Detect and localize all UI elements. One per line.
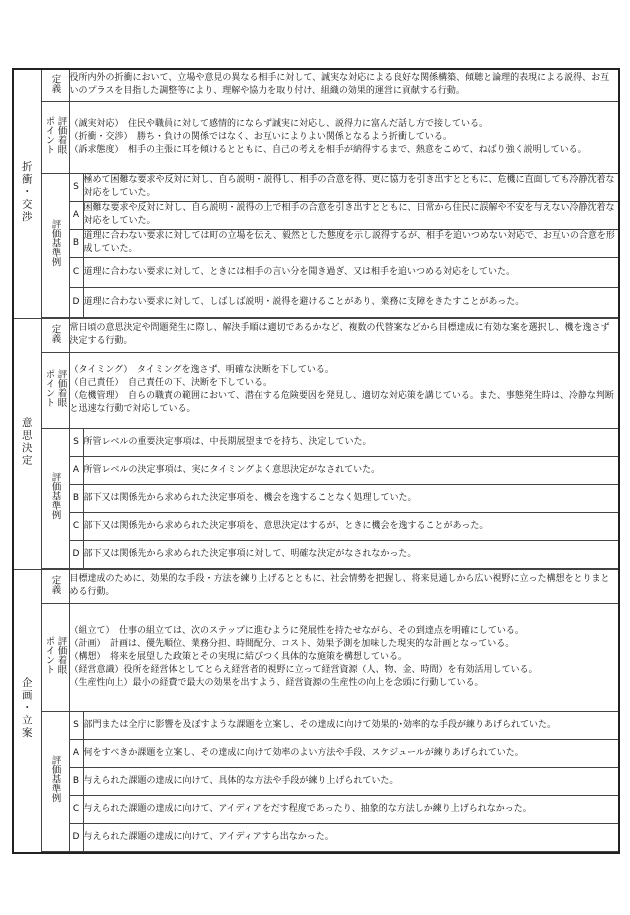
criteria-label: 評価基準例 xyxy=(49,755,61,803)
grade-text: 与えられた課題の達成に向けて、具体的な方法や手段が練り上げられていた。 xyxy=(83,767,619,795)
points-label-cell xyxy=(41,101,69,173)
category-cell xyxy=(13,318,41,569)
definition-label: 定義 xyxy=(49,323,61,343)
grade-letter: S xyxy=(69,711,83,739)
grade-letter: S xyxy=(69,428,83,456)
definition-text: 目標達成のために、効果的な手段・方法を練り上げるとともに、社会情勢を把握し、将来見通しから広い視野に立った構想をとりまとめる行動。 xyxy=(69,569,619,603)
definition-label-cell xyxy=(41,69,69,101)
points-text xyxy=(69,603,619,711)
grade-letter: C xyxy=(69,795,83,823)
section-3-points-row xyxy=(13,603,619,711)
point-line: （組立て） 仕事の組立ては、次のステップに進むように発展性を持たせながら、その到達点を明確にしている。 xyxy=(69,625,524,636)
grade-text: 与えられた課題の達成に向けて、アイディアすら出なかった。 xyxy=(83,823,619,851)
grade-text: 与えられた課題の達成に向けて、アイディアをだす程度であったり、抽象的な方法しか練り上げられなかった。 xyxy=(83,795,619,823)
category-cell xyxy=(13,69,41,318)
grade-row xyxy=(13,287,619,317)
category-label: 企画・立案 xyxy=(20,677,33,740)
grade-letter: A xyxy=(69,456,83,484)
grade-text: 困難な要求や反対に対し、自ら説明・説得の上で相手の合意を引き出すとともに、日常から住民に誤解や不安を与えない冷静沈着な対応をしていた。 xyxy=(83,201,619,229)
grade-letter: C xyxy=(69,257,83,287)
grade-letter: B xyxy=(69,767,83,795)
evaluation-table xyxy=(12,68,620,854)
grade-letter: S xyxy=(69,173,83,201)
point-line: （計画） 計画は、優先順位、業務分担、時間配分、コスト、効果予測を加味した現実的な計画となっている。 xyxy=(69,638,515,649)
definition-label-cell xyxy=(41,569,69,603)
points-label-b: 評価着眼 xyxy=(55,116,67,154)
points-label-a: ポイント xyxy=(43,636,55,674)
grade-row xyxy=(13,173,619,201)
grade-text: 部下又は関係先から求められた決定事項を、意思決定はするが、ときに機会を逸することがあった。 xyxy=(83,512,619,540)
points-label-a: ポイント xyxy=(43,116,55,154)
grade-row xyxy=(13,257,619,287)
point-line: （経営意識）役所を経営体としてとらえ経営者的視野に立って経営資源（人、物、金、時間）を有効活用している。 xyxy=(69,664,538,675)
grade-text: 道理に合わない要求に対して、しばしば説明・説得を避けることがあり、業務に支障をきたすことがあった。 xyxy=(83,287,619,317)
grade-letter: B xyxy=(69,229,83,257)
point-line: （危機管理） 自らの職責の範囲において、潜在する危険要因を発見し、適切な対応策を講じている。また、事態発生時は、冷静な判断と迅速な行動で対応している。 xyxy=(69,391,614,414)
grade-text: 所管レベルの重要決定事項は、中長期展望までを持ち、決定していた。 xyxy=(83,428,619,456)
grade-letter: D xyxy=(69,823,83,851)
points-label-cell xyxy=(41,603,69,711)
grade-text: 何をすべきか課題を立案し、その達成に向けて効率のよい方法や手段、スケジュールが練りあげられていた。 xyxy=(83,739,619,767)
definition-label-cell xyxy=(41,318,69,352)
section-2-points-row xyxy=(13,352,619,428)
category-cell xyxy=(13,569,41,853)
definition-label: 定義 xyxy=(49,73,61,93)
grade-row xyxy=(13,201,619,229)
grade-letter: B xyxy=(69,484,83,512)
grade-row xyxy=(13,484,619,512)
grade-row xyxy=(13,823,619,851)
points-label-a: ポイント xyxy=(43,369,55,407)
points-label-b: 評価着眼 xyxy=(55,369,67,407)
grade-text: 道理に合わない要求に対して、ときには相手の言い分を聞き過ぎ、又は相手を追いつめる対応をしていた。 xyxy=(83,257,619,287)
grade-text: 部下又は関係先から求められた決定事項を、機会を逸することなく処理していた。 xyxy=(83,484,619,512)
section-1-points-row xyxy=(13,101,619,173)
section-1-definition-row xyxy=(13,69,619,101)
grade-text: 所管レベルの決定事項は、実にタイミングよく意思決定がなされていた。 xyxy=(83,456,619,484)
point-line: （生産性向上）最小の経費で最大の効果を出すよう、経営資源の生産性の向上を念頭に行動している。 xyxy=(69,677,484,688)
grade-row xyxy=(13,767,619,795)
section-2-definition-row xyxy=(13,318,619,352)
point-line: （構想） 将来を展望した政策とその実現に結びつく具体的な施策を構想している。 xyxy=(69,651,408,662)
grade-text: 道理に合わない要求に対しては町の立場を伝え、毅然とした態度を示し説得するが、相手を追いつめない対応で、お互いの合意を形成していた。 xyxy=(83,229,619,257)
section-3-definition-row xyxy=(13,569,619,603)
point-line: （自己責任） 自己責任の下、決断を下している。 xyxy=(69,378,273,388)
grade-text: 部門または全庁に影響を及ぼすような課題を立案し、その達成に向けて効果的･効率的な手段が練りあげられていた。 xyxy=(83,711,619,739)
grade-letter: D xyxy=(69,540,83,568)
point-line: （タイミング） タイミングを逸さず、明確な決断を下している。 xyxy=(69,365,334,375)
criteria-label: 評価基準例 xyxy=(49,219,61,267)
category-label: 折衝・交渉 xyxy=(20,160,33,223)
grade-row xyxy=(13,456,619,484)
points-text xyxy=(69,352,619,428)
grade-row xyxy=(13,711,619,739)
grade-row xyxy=(13,229,619,257)
grade-letter: C xyxy=(69,512,83,540)
points-text xyxy=(69,101,619,173)
grade-letter: A xyxy=(69,201,83,229)
points-label-b: 評価着眼 xyxy=(55,636,67,674)
criteria-label-cell xyxy=(41,173,69,317)
criteria-label-cell xyxy=(41,711,69,851)
grade-letter: A xyxy=(69,739,83,767)
grade-letter: D xyxy=(69,287,83,317)
grade-text: 極めて困難な要求や反対に対し、自ら説明・説得し、相手の合意を得、更に協力を引き出すとともに、危機に直面しても冷静沈着な対応をしていた。 xyxy=(83,173,619,201)
points-label-cell xyxy=(41,352,69,428)
point-line: （誠実対応） 住民や職員に対して感情的にならず誠実に対応し、説得力に富んだ話し方で接している。 xyxy=(69,118,489,129)
definition-text: 常日頃の意思決定や問題発生に際し、解決手順は適切であるかなど、複数の代替案などから目標達成に有効な案を選択し、機を逸さず決定する行動。 xyxy=(69,318,619,352)
grade-row xyxy=(13,540,619,568)
category-label: 意思決定 xyxy=(20,416,33,467)
point-line: （折衝・交渉） 勝ち・負けの関係ではなく、お互いによりよい関係となるよう折衝している。 xyxy=(69,131,452,142)
grade-row xyxy=(13,512,619,540)
grade-row xyxy=(13,795,619,823)
definition-label: 定義 xyxy=(49,574,61,594)
point-line: （訴求態度） 相手の主張に耳を傾けるとともに、自己の考えを相手が納得するまで、熱意をこめて、ねばり強く説明している。 xyxy=(69,144,587,155)
criteria-label-cell xyxy=(41,428,69,568)
definition-text: 役所内外の折衝において、立場や意見の異なる相手に対して、誠実な対応による良好な関係構築、傾聴と論理的表現による説得、お互いのプラスを目指した調整等により、理解や協力を取り付け、組織の効果的運営に貢献する行動。 xyxy=(69,69,619,101)
criteria-label: 評価基準例 xyxy=(49,472,61,520)
grade-row xyxy=(13,739,619,767)
grade-text: 部下又は関係先から求められた決定事項に対して、明確な決定がなされなかった。 xyxy=(83,540,619,568)
grade-row xyxy=(13,428,619,456)
